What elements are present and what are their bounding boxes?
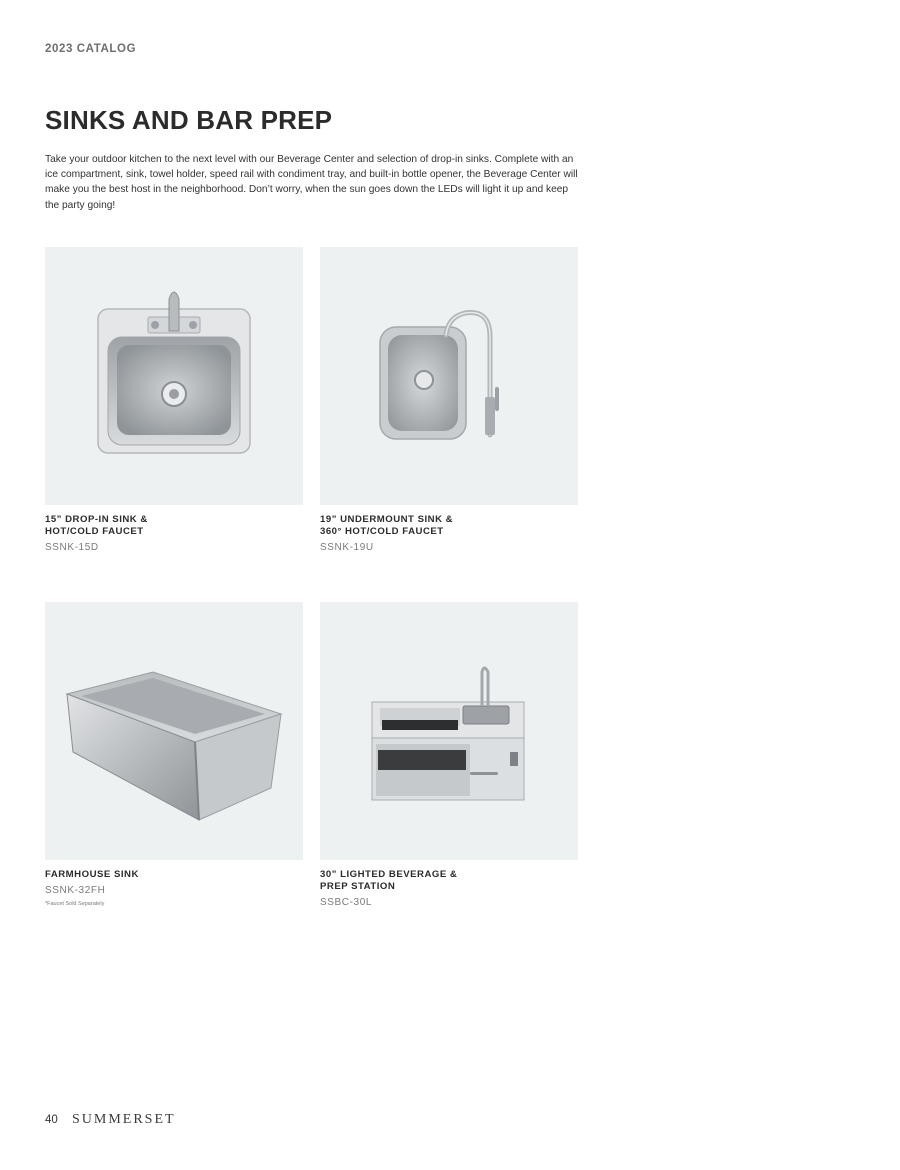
page-number: 40 [45, 1114, 58, 1126]
product-image-drop-in-sink [45, 247, 303, 505]
product-name: 30” LIGHTED BEVERAGE & PREP STATION [320, 869, 458, 892]
product-sku: SSBC-30L [320, 897, 373, 908]
intro-paragraph: Take your outdoor kitchen to the next level with our Beverage Center and selection of drop-in sinks. Complete with an ice compartment, sink, towel holder, speed rail with condiment tray, and built-in bottle opener, the Beverage Center will make you the best host in the neighborhood. Don’t worry, when the sun goes down the LEDs will light it up and keep the party going! [45, 154, 578, 211]
product-name: FARMHOUSE SINK [45, 869, 139, 880]
product-image-farmhouse-sink [45, 602, 303, 860]
product-card[interactable] [45, 247, 303, 553]
catalog-label: 2023 CATALOG [45, 43, 137, 55]
product-sku: SSNK-32FH [45, 885, 106, 896]
product-note: *Faucet Sold Separately [45, 901, 105, 907]
product-card[interactable] [320, 247, 578, 553]
product-card[interactable] [320, 602, 578, 908]
product-name: 15” DROP-IN SINK & HOT/COLD FAUCET [45, 514, 148, 537]
product-image-beverage-station [320, 602, 578, 860]
product-sku: SSNK-15D [45, 542, 99, 553]
brand-logo: SUMMERSET [72, 1112, 176, 1127]
product-image-undermount-sink [320, 247, 578, 505]
product-name: 19” UNDERMOUNT SINK & 360° HOT/COLD FAUCET [320, 514, 454, 537]
product-sku: SSNK-19U [320, 542, 374, 553]
product-card[interactable] [45, 602, 303, 907]
page-title: SINKS AND BAR PREP [45, 105, 333, 135]
